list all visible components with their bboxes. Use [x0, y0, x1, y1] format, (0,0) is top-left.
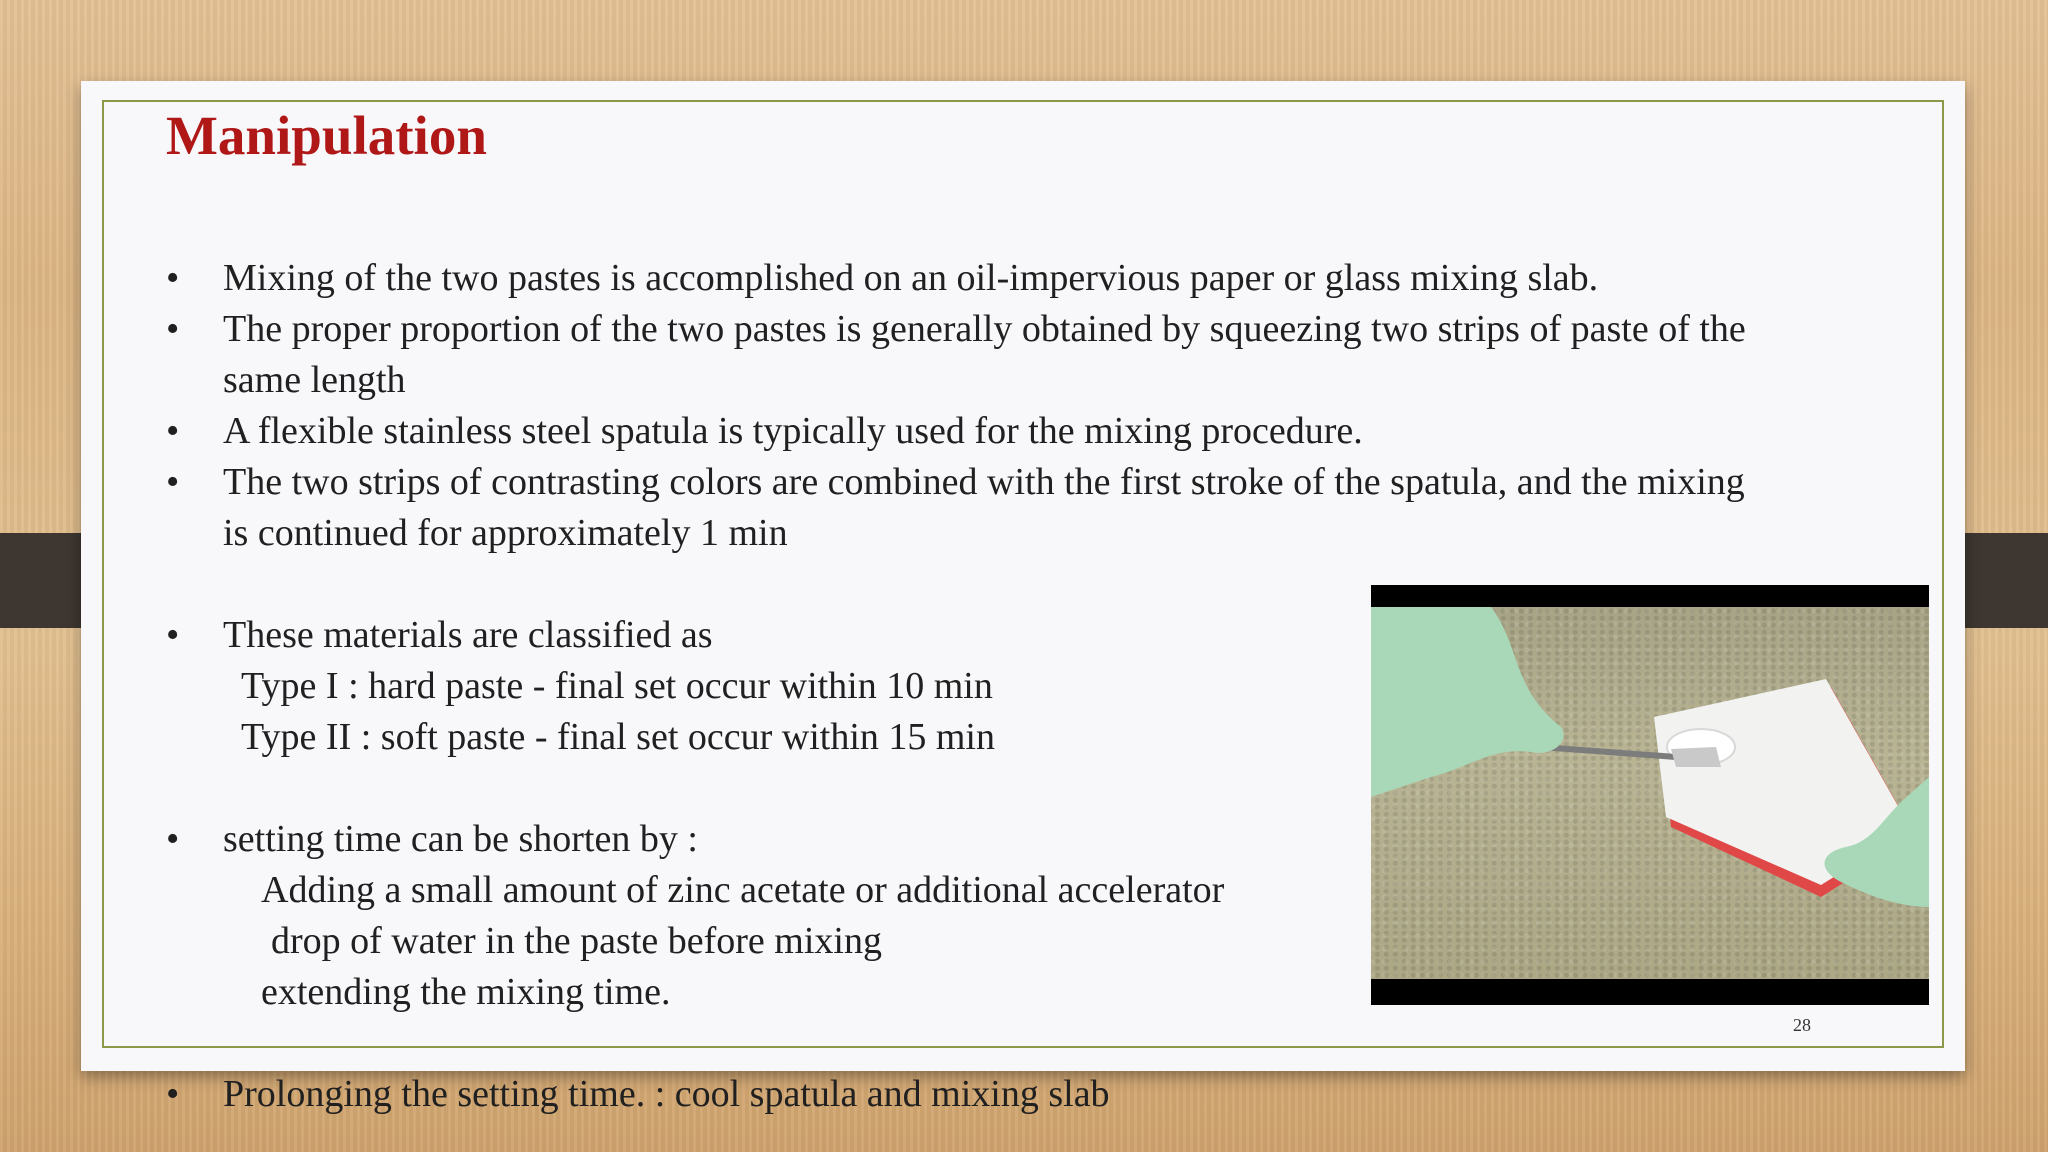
bullet-text-strips-cont: is continued for approximately 1 min: [223, 512, 788, 554]
bullet-text-strips: The two strips of contrasting colors are combined with the first stroke of the spatula, and the mixing: [223, 461, 1745, 503]
page-number: 28: [1793, 1015, 1811, 1035]
bullet-marker: •: [166, 818, 180, 860]
shorten-item-mixing-time: extending the mixing time.: [261, 971, 671, 1013]
bullet-marker: •: [166, 308, 180, 350]
left-glove: [1371, 607, 1564, 797]
bullet-text-shorten: setting time can be shorten by :: [223, 818, 698, 860]
slide-title: Manipulation: [166, 105, 487, 166]
bullet-marker: •: [166, 410, 180, 452]
bullet-marker: •: [166, 461, 180, 503]
mixing-photo: [1371, 585, 1929, 1005]
type-one-line: Type I : hard paste - final set occur within 10 min: [241, 665, 993, 707]
shorten-item-water: drop of water in the paste before mixing: [271, 920, 882, 962]
bullet-text-prolong: Prolonging the setting time. : cool spatula and mixing slab: [223, 1073, 1110, 1115]
bullet-text-classification: These materials are classified as: [223, 614, 713, 656]
bullet-text-spatula: A flexible stainless steel spatula is typically used for the mixing procedure.: [223, 410, 1363, 452]
bullet-text-proportion-cont: same length: [223, 359, 406, 401]
shorten-item-zinc-acetate: Adding a small amount of zinc acetate or additional accelerator: [261, 869, 1225, 911]
slide: [81, 81, 1965, 1115]
bullet-marker: •: [166, 614, 180, 656]
spatula-handle: [1541, 747, 1676, 757]
bullet-text-proportion: The proper proportion of the two pastes is generally obtained by squeezing two strips of paste of the: [223, 308, 1746, 350]
bullet-text-mixing-surface: Mixing of the two pastes is accomplished on an oil-impervious paper or glass mixing slab.: [223, 257, 1599, 299]
spatula-blade: [1671, 747, 1721, 767]
mixing-scene-illustration: [1371, 607, 1929, 979]
bullet-marker: •: [166, 257, 180, 299]
bullet-marker: •: [166, 1073, 180, 1115]
type-two-line: Type II : soft paste - final set occur within 15 min: [241, 716, 995, 758]
